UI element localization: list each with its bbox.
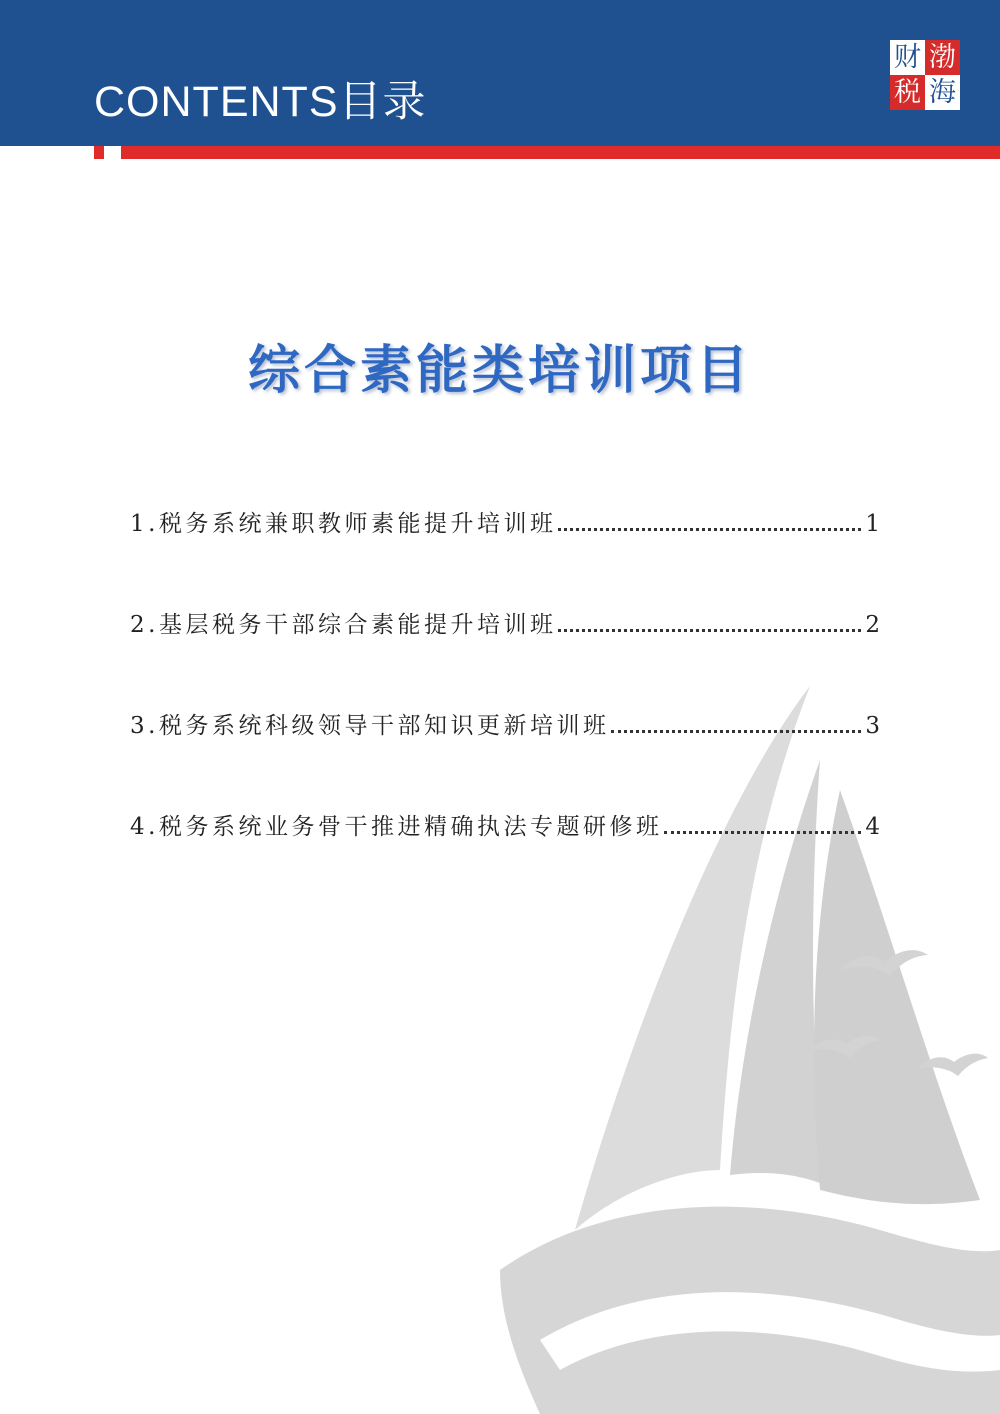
toc-item-label: 3.税务系统科级领导干部知识更新培训班 (130, 713, 610, 739)
header-banner (0, 0, 1000, 146)
logo-char: 税 (890, 75, 925, 110)
toc-item-page: 2 (865, 612, 880, 638)
toc-item-page: 1 (865, 511, 880, 537)
toc-leader-dots (558, 628, 861, 632)
toc-item-page: 3 (865, 713, 880, 739)
toc-item[interactable] (130, 606, 880, 650)
logo (890, 40, 960, 110)
logo-char: 渤 (925, 40, 960, 75)
toc-leader-dots (664, 830, 861, 834)
sailboat-watermark-icon (480, 670, 1000, 1414)
logo-char: 财 (890, 40, 925, 75)
accent-bar (121, 146, 1000, 159)
logo-char: 海 (925, 75, 960, 110)
toc-item-label: 2.基层税务干部综合素能提升培训班 (130, 612, 557, 638)
section-title: 综合素能类培训项目 (247, 341, 752, 401)
toc-item-label: 4.税务系统业务骨干推进精确执法专题研修班 (130, 814, 663, 840)
toc-item[interactable] (130, 808, 880, 852)
toc-leader-dots (611, 729, 861, 733)
toc-item[interactable] (130, 707, 880, 751)
toc-item[interactable] (130, 505, 880, 549)
accent-tick (94, 146, 104, 159)
toc-item-page: 4 (865, 814, 880, 840)
page-header-title: CONTENTS目录 (94, 78, 427, 126)
toc-item-label: 1.税务系统兼职教师素能提升培训班 (130, 511, 557, 537)
toc-leader-dots (558, 527, 861, 531)
